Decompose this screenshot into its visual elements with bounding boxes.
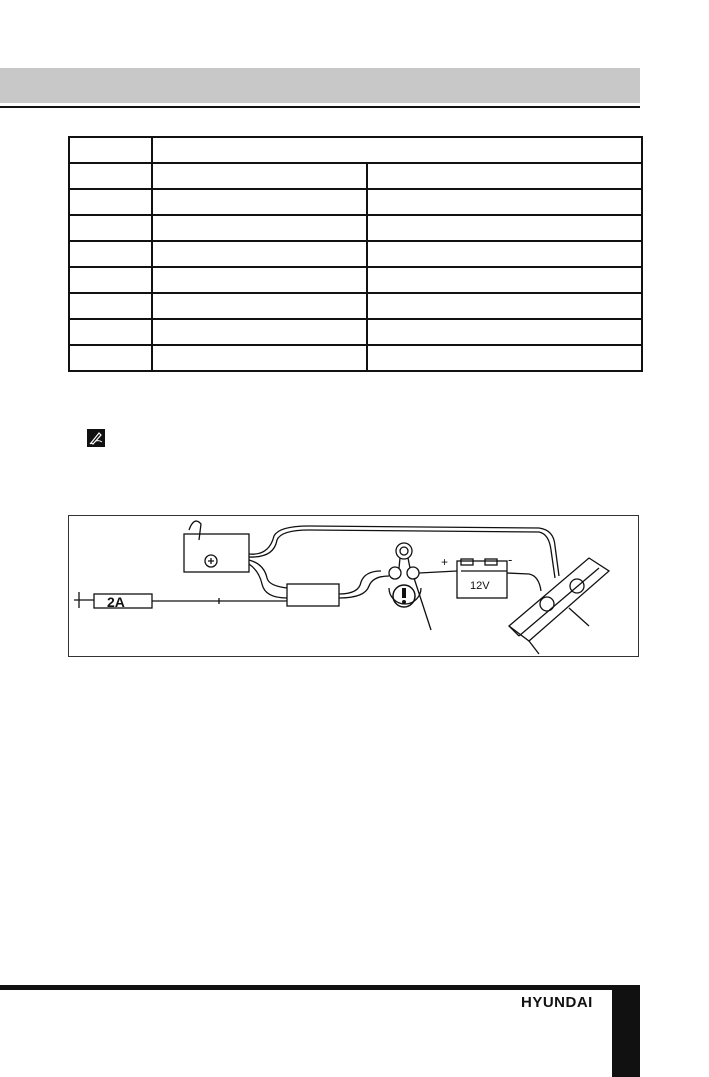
wiring-diagram bbox=[68, 515, 639, 657]
table-cell bbox=[367, 241, 642, 267]
table-cell bbox=[152, 163, 367, 189]
footer-rule bbox=[0, 985, 612, 990]
table-row bbox=[69, 241, 642, 267]
battery-negative-label: - bbox=[508, 552, 513, 567]
table-cell bbox=[152, 241, 367, 267]
table-cell bbox=[69, 241, 152, 267]
table-cell bbox=[69, 215, 152, 241]
table-cell bbox=[152, 215, 367, 241]
fuse-label: 2A bbox=[107, 594, 125, 610]
battery-positive-label: + bbox=[441, 555, 449, 569]
table-cell bbox=[152, 267, 367, 293]
table-row bbox=[69, 267, 642, 293]
exclamation-icon bbox=[393, 585, 415, 607]
table-cell bbox=[367, 267, 642, 293]
header-band bbox=[0, 68, 640, 103]
table-row bbox=[69, 215, 642, 241]
table-cell bbox=[367, 293, 642, 319]
table-cell bbox=[69, 163, 152, 189]
battery-voltage-label: 12V bbox=[470, 580, 490, 592]
table-header-row bbox=[69, 137, 642, 163]
pen-note-icon bbox=[87, 429, 105, 447]
table-cell bbox=[152, 137, 642, 163]
header-rule bbox=[0, 106, 640, 108]
table-cell bbox=[367, 215, 642, 241]
table-row bbox=[69, 189, 642, 215]
table-cell bbox=[69, 137, 152, 163]
table-cell bbox=[69, 267, 152, 293]
table-row bbox=[69, 163, 642, 189]
table-cell bbox=[69, 293, 152, 319]
table-cell bbox=[69, 345, 152, 371]
table-cell bbox=[367, 163, 642, 189]
table-cell bbox=[367, 189, 642, 215]
spec-table bbox=[68, 136, 643, 372]
table-cell bbox=[152, 319, 367, 345]
table-cell bbox=[367, 319, 642, 345]
table-row bbox=[69, 293, 642, 319]
table-cell bbox=[367, 345, 642, 371]
table-row bbox=[69, 319, 642, 345]
table-cell bbox=[152, 345, 367, 371]
page-tab bbox=[612, 985, 640, 1077]
table-cell bbox=[152, 189, 367, 215]
table-cell bbox=[152, 293, 367, 319]
table-cell bbox=[69, 189, 152, 215]
brand-logo: HYUNDAI bbox=[521, 994, 593, 1011]
table-row bbox=[69, 345, 642, 371]
table-cell bbox=[69, 319, 152, 345]
